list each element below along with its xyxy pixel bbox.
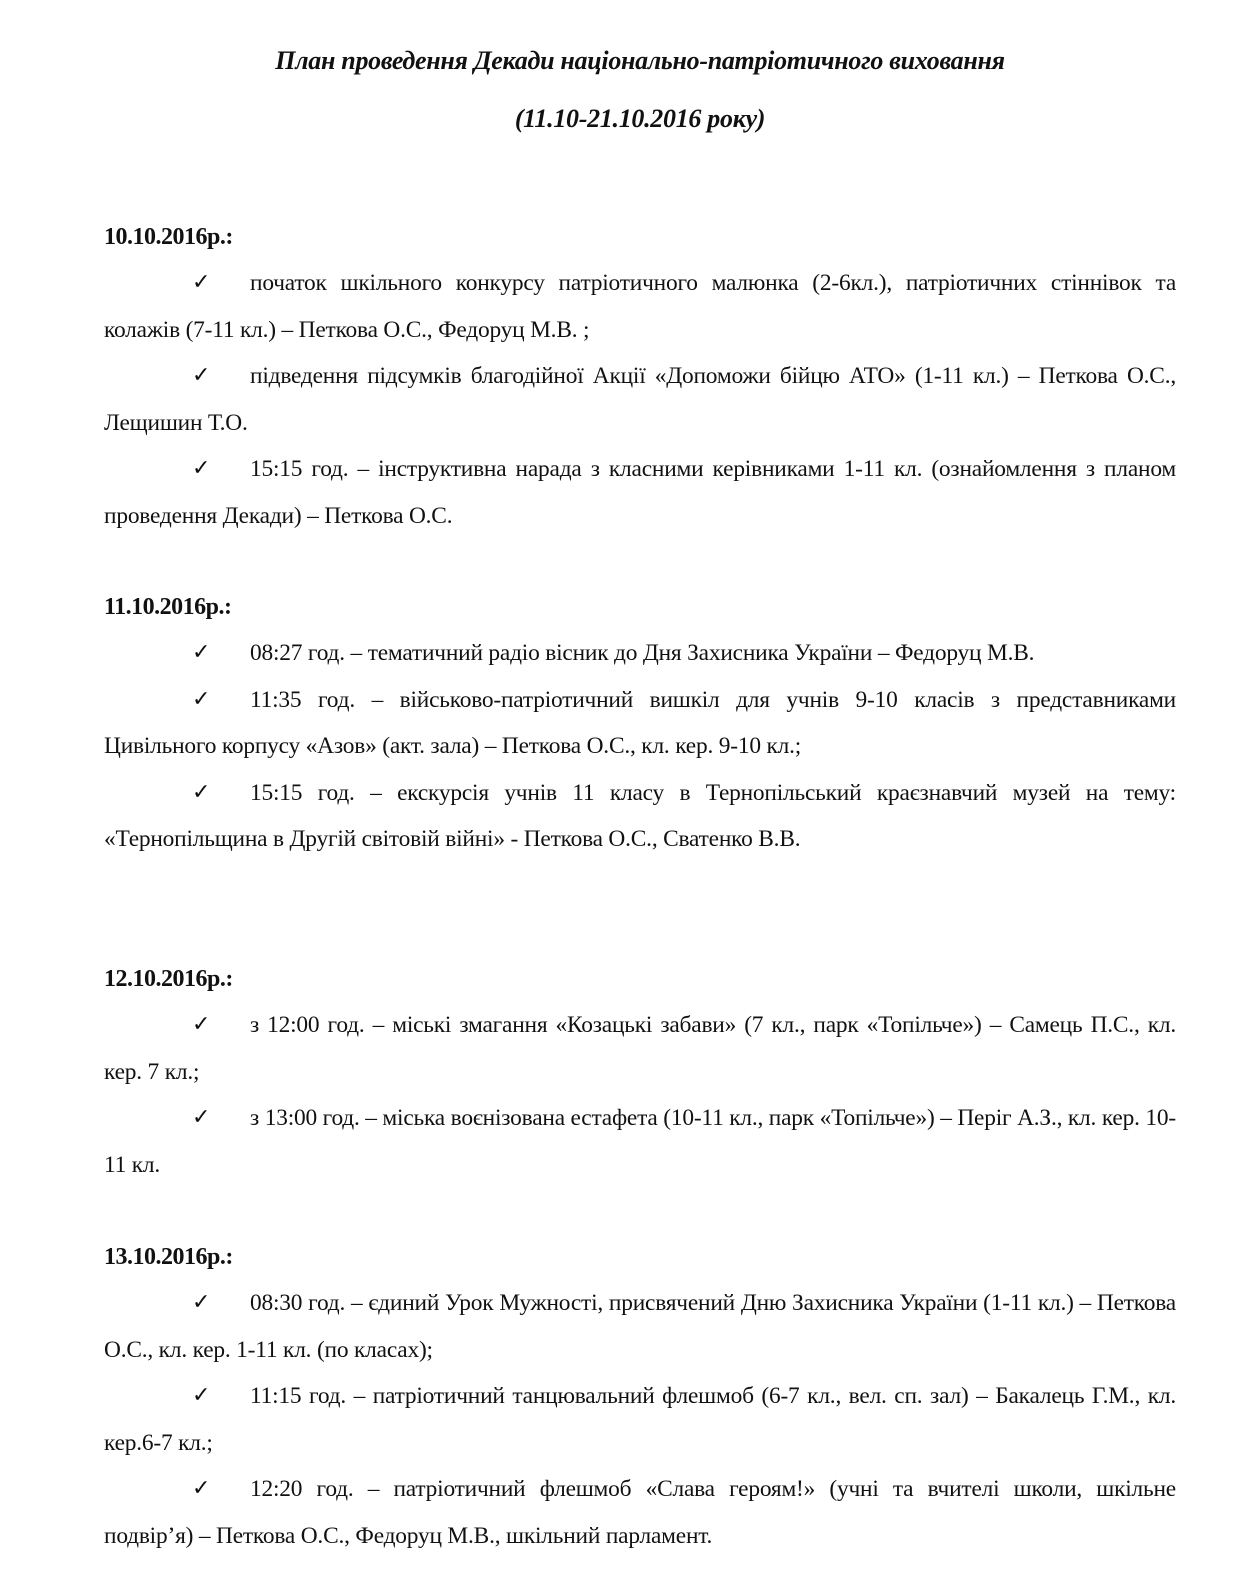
day-section-10-10 (104, 214, 1176, 539)
item-text: 12:20 год. – патріотичний флешмоб «Слава героям!» (учні та вчителі школи, шкільне подвір’я) – Петкова О.С., Федоруц М.В., шкільний парламент. (104, 1476, 1176, 1549)
list-item (104, 260, 1176, 353)
document-title: План проведення Декади національно-патріотичного виховання (275, 46, 1005, 75)
checkmark-icon: ✓ (192, 1012, 211, 1037)
item-text: підведення підсумків благодійної Акції «Допоможи бійцю АТО» (1-11 кл.) – Петкова О.С., Лещишин Т.О. (104, 363, 1176, 436)
item-text: з 13:00 год. – міська воєнізована естафета (10-11 кл., парк «Топільче») – Періг А.З., кл. кер. 10-11 кл. (104, 1105, 1176, 1178)
day-date: 10.10.2016р.: (104, 224, 233, 250)
checkmark-icon: ✓ (192, 456, 211, 481)
checkmark-icon: ✓ (192, 363, 211, 388)
list-item (104, 1095, 1176, 1188)
list-item (104, 630, 1176, 677)
list-item (104, 1466, 1176, 1559)
day-section-11-10 (104, 584, 1176, 863)
checkmark-icon: ✓ (192, 1290, 211, 1315)
day-section-13-10 (104, 1234, 1176, 1559)
list-item (104, 446, 1176, 539)
day-section-12-10 (104, 956, 1176, 1188)
checkmark-icon: ✓ (192, 779, 211, 805)
list-item (104, 1373, 1176, 1466)
item-text: 11:15 год. – патріотичний танцювальний флешмоб (6-7 кл., вел. сп. зал) – Бакалець Г.М., кл. кер.6-7 кл.; (104, 1383, 1176, 1456)
item-text: 15:15 год. – екскурсія учнів 11 класу в Тернопільський краєзнавчий музей на тему: «Тернопільщина в Другій світовій війні» - Петкова О.С., Сватенко В.В. (104, 779, 1176, 852)
checkmark-icon: ✓ (192, 1383, 211, 1408)
item-text: з 12:00 год. – міські змагання «Козацькі забави» (7 кл., парк «Топільче») – Самець П.С., кл. кер. 7 кл.; (104, 1012, 1176, 1085)
item-text: 11:35 год. – військово-патріотичний вишкіл для учнів 9-10 класів з представниками Цивільного корпусу «Азов» (акт. зала) – Петкова О.С., кл. кер. 9-10 кл.; (104, 686, 1176, 759)
checkmark-icon: ✓ (192, 640, 211, 665)
day-date: 12.10.2016р.: (104, 966, 233, 992)
checkmark-icon: ✓ (192, 1476, 211, 1501)
checkmark-icon: ✓ (192, 686, 211, 712)
document-subtitle-dates: (11.10-21.10.2016 року) (514, 104, 766, 133)
day-date: 13.10.2016р.: (104, 1244, 233, 1270)
item-text: початок шкільного конкурсу патріотичного малюнка (2-6кл.), патріотичних стіннівок та колажів (7-11 кл.) – Петкова О.С., Федоруц М.В. ; (104, 270, 1176, 343)
list-item (104, 770, 1176, 863)
item-text: 15:15 год. – інструктивна нарада з класними керівниками 1-11 кл. (ознайомлення з планом проведення Декади) – Петкова О.С. (104, 456, 1176, 529)
checkmark-icon: ✓ (192, 270, 211, 295)
checkmark-icon: ✓ (192, 1105, 211, 1130)
list-item (104, 1280, 1176, 1373)
item-text: 08:27 год. – тематичний радіо вісник до Дня Захисника України – Федоруц М.В. (250, 640, 1035, 666)
list-item (104, 677, 1176, 770)
item-text: 08:30 год. – єдиний Урок Мужності, присвячений Дню Захисника України (1-11 кл.) – Петкова О.С., кл. кер. 1-11 кл. (по класах); (104, 1290, 1176, 1363)
list-item (104, 353, 1176, 446)
list-item (104, 1002, 1176, 1095)
day-date: 11.10.2016р.: (104, 594, 232, 620)
